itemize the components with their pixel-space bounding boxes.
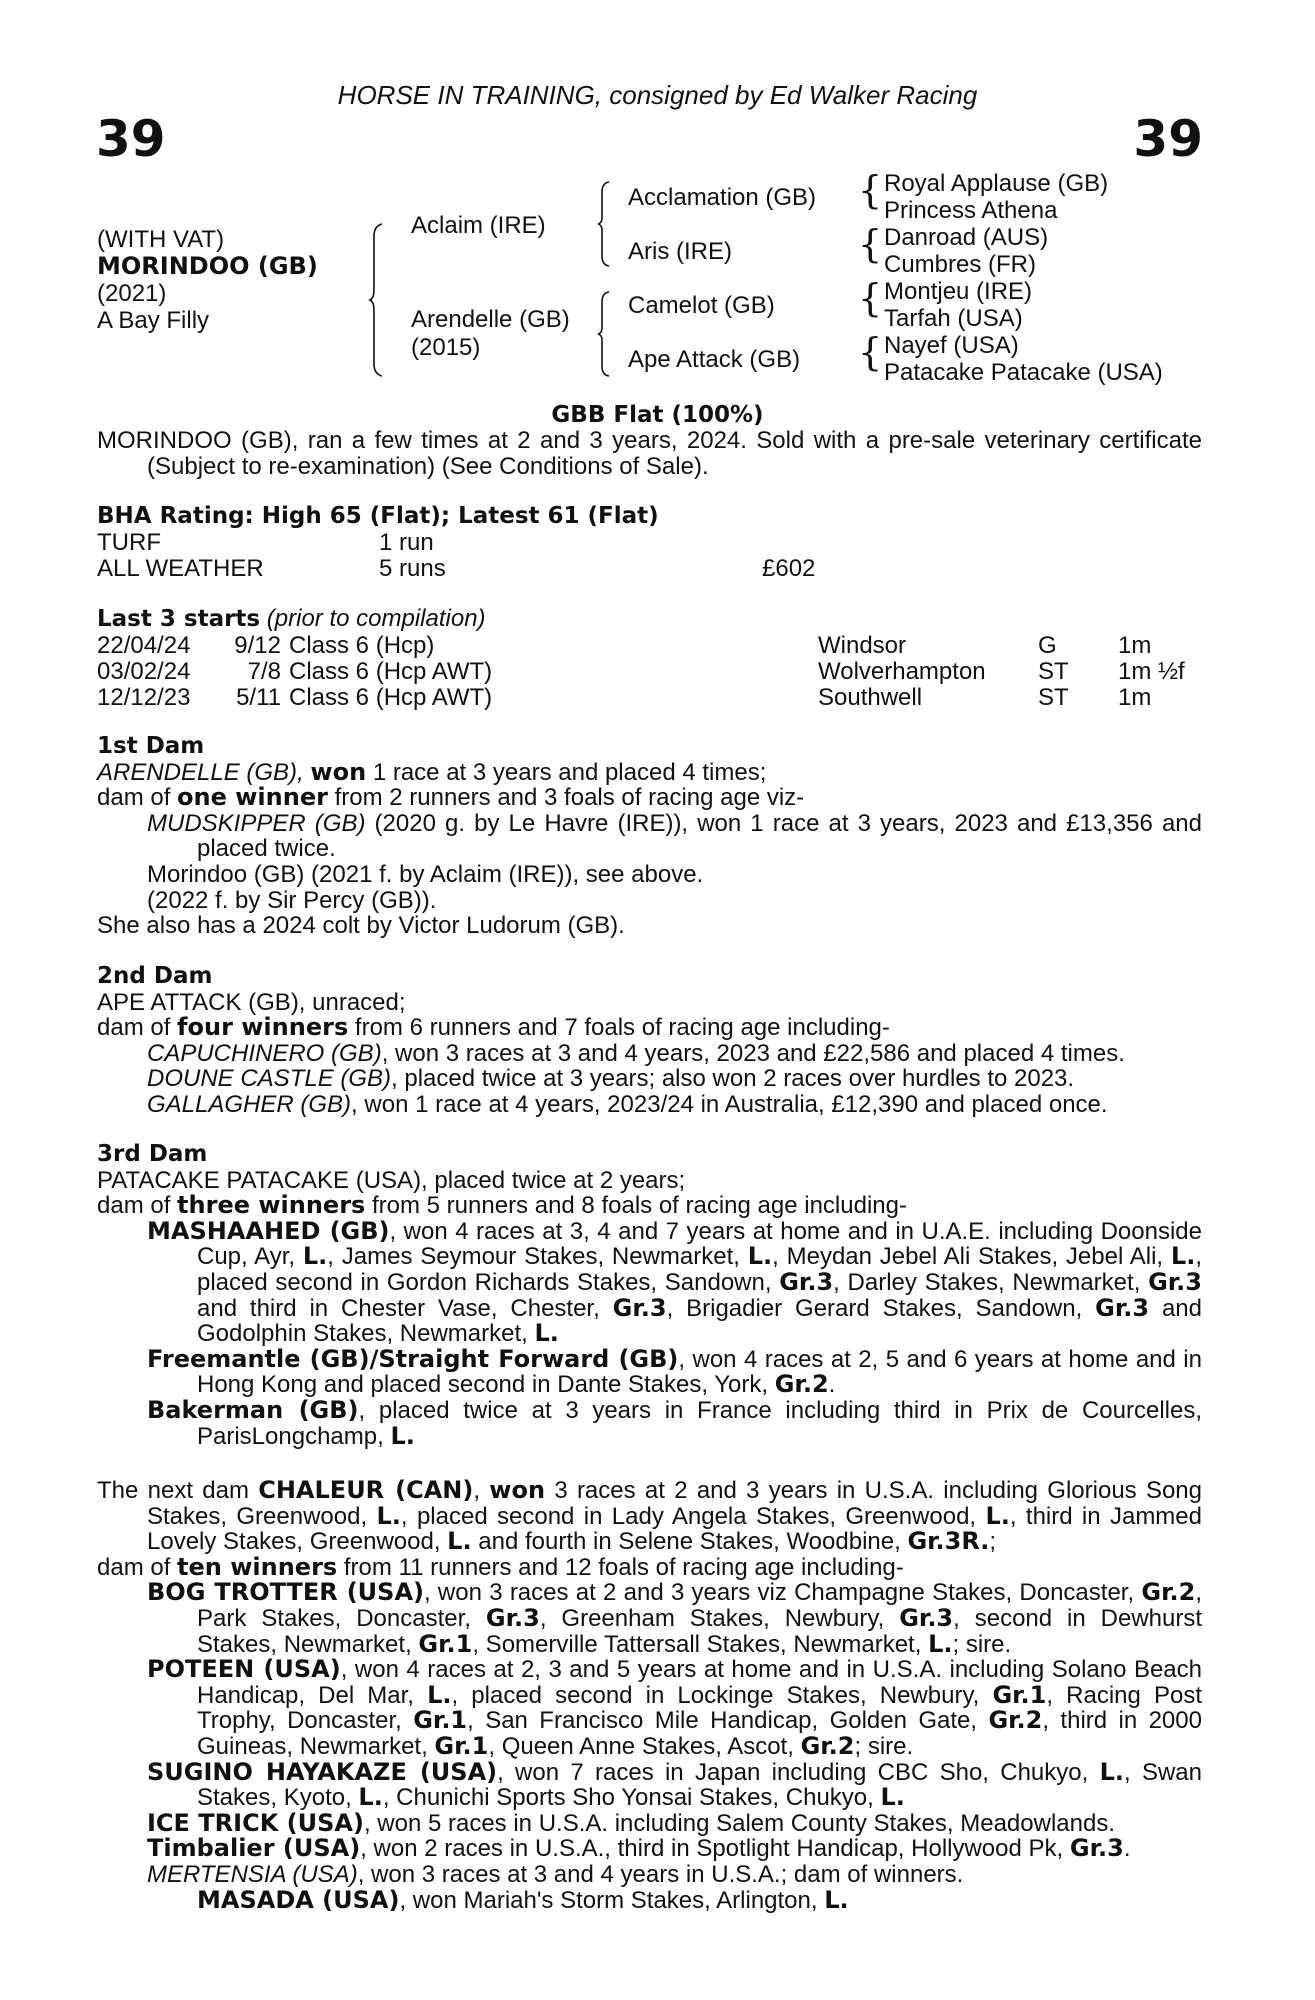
text: , San Francisco Mile Handicap, Golden Gate, (467, 1707, 989, 1735)
horse-identity (97, 226, 318, 334)
bha-runs: 5 runs (379, 554, 446, 582)
produce-summary: from 5 runners and 8 foals of racing age including- (365, 1192, 907, 1220)
text: , Chunichi Sports Sho Yonsai Stakes, Chukyo, (382, 1784, 881, 1812)
start-class: Class 6 (Hcp AWT) (289, 683, 493, 711)
produce-record: , won 1 race at 4 years, 2023/24 in Australia, £12,390 and placed once. (351, 1090, 1108, 1118)
brace-4: { (858, 330, 883, 374)
grade: Gr.3 (1095, 1293, 1150, 1322)
next-dam-line (97, 1478, 1202, 1555)
grade: L. (928, 1629, 953, 1658)
text: , Somerville Tattersall Stakes, Newmarket, (472, 1630, 929, 1658)
dam-of: dam of (97, 784, 178, 812)
text: , placed second in Gordon Richards Stakes, Sandown, (197, 1243, 1202, 1296)
produce-name: ICE TRICK (USA) (147, 1808, 364, 1837)
produce-entry-mertensia (97, 1862, 1202, 1888)
produce-entry-ice-trick (97, 1808, 1202, 1837)
ggp-3: Danroad (AUS) (884, 224, 1049, 251)
grade: L. (376, 1501, 401, 1530)
ggp-4: Cumbres (FR) (884, 251, 1037, 278)
grade: Gr.3 (779, 1267, 834, 1296)
catalogue-header: HORSE IN TRAINING, consigned by Ed Walker Racing (337, 80, 978, 110)
grade: Gr.1 (992, 1680, 1047, 1709)
grade: Gr.3 (1148, 1267, 1202, 1296)
text: , won 2 races in U.S.A., third in Spotlight Handicap, Hollywood Pk, (360, 1835, 1070, 1863)
great-grandparents (884, 170, 1163, 386)
horse-description: A Bay Filly (97, 307, 210, 334)
grade: L. (447, 1527, 472, 1556)
text: , won 3 races at 3 and 4 years in U.S.A.; dam of winners. (357, 1860, 964, 1888)
first-dam-title: 1st Dam (97, 733, 205, 759)
grandsire-1: Acclamation (GB) (628, 184, 817, 211)
horse-name: MORINDOO (GB) (97, 252, 318, 280)
text: , won 5 races in U.S.A. including Salem County Stakes, Meadowlands. (363, 1809, 1115, 1837)
race-record: 1 race at 3 years and placed 4 times; (366, 758, 767, 786)
first-dam-section (97, 734, 1202, 939)
produce-entry: (2022 f. by Sir Percy (GB)). (147, 886, 437, 914)
dam-name: ARENDELLE (GB) (97, 758, 298, 786)
text: 3 races at 2 and 3 years in U.S.A. including Glorious Song Stakes, Greenwood, (147, 1477, 1202, 1530)
produce-record: , won 3 races at 3 and 4 years, 2023 and £22,586 and placed 4 times. (381, 1039, 1125, 1067)
grade: L. (1099, 1757, 1124, 1786)
third-dam-section (97, 1142, 1202, 1449)
text: , Meydan Jebel Ali Stakes, Jebel Ali, (772, 1243, 1171, 1271)
winners-count: four winners (177, 1013, 349, 1042)
start-row (97, 685, 1202, 711)
bha-row-aw (97, 556, 1202, 582)
bha-row-turf (97, 530, 1202, 556)
text: , won Mariah's Storm Stakes, Arlington, (399, 1886, 825, 1914)
produce-summary: from 2 runners and 3 foals of racing age viz- (327, 784, 805, 812)
grade: Gr.2 (774, 1370, 829, 1399)
pedigree-bracket-sire (598, 180, 616, 268)
text: , placed second in Lady Angela Stakes, Greenwood, (400, 1502, 986, 1530)
third-dam-line: PATACAKE PATACAKE (USA), placed twice at 2 years; (97, 1166, 686, 1194)
last-starts-heading (97, 606, 1202, 633)
bha-prize: £602 (762, 554, 816, 582)
first-dam-line (97, 757, 1202, 786)
text: , Darley Stakes, Newmarket, (833, 1268, 1149, 1296)
text: ; (989, 1528, 997, 1556)
lot-number-right: 39 (1133, 110, 1203, 168)
start-row (97, 659, 1202, 685)
ggp-1: Royal Applause (GB) (884, 170, 1109, 197)
ggp-8: Patacake Patacake (USA) (884, 359, 1163, 386)
ggp-7: Nayef (USA) (884, 332, 1019, 359)
text: , placed second in Lockinge Stakes, Newbury, (451, 1681, 993, 1709)
last-starts-title: Last 3 starts (97, 606, 261, 632)
dam-year: (2015) (411, 334, 481, 361)
grade: Gr.3 (899, 1603, 954, 1632)
text: . (828, 1371, 836, 1399)
grade: Gr.3 (485, 1603, 540, 1632)
bha-runs: 1 run (379, 528, 434, 556)
grade: Gr.1 (413, 1706, 468, 1735)
won-label: won (310, 757, 367, 786)
text: , second in Dewhurst Stakes, Newmarket, (197, 1604, 1203, 1658)
text: , won 4 races at 2, 3 and 5 years at home and in U.S.A. including Solano Beach Handicap, Del Mar, (197, 1656, 1202, 1709)
grade: Gr.3R. (907, 1527, 990, 1556)
start-going: ST (1038, 683, 1069, 711)
won-label: won (489, 1476, 546, 1504)
grade: L. (302, 1242, 328, 1271)
produce-name: MERTENSIA (USA) (147, 1860, 358, 1888)
grandsire-4: Ape Attack (GB) (628, 346, 801, 373)
produce-entry-mashaahed (97, 1216, 1202, 1348)
grade: Gr.2 (988, 1706, 1043, 1735)
start-distance: 1m ½f (1118, 657, 1185, 685)
bha-section (97, 504, 1202, 582)
dam-of: dam of (97, 1014, 178, 1042)
second-dam-title: 2nd Dam (97, 963, 213, 989)
text: , Park Stakes, Doncaster, (197, 1579, 1202, 1632)
produce-name: Bakerman (GB) (147, 1395, 359, 1424)
grade: L. (880, 1783, 905, 1812)
start-position: 7/8 (247, 657, 281, 685)
brace-2: { (858, 222, 883, 266)
vat-label: (WITH VAT) (97, 226, 225, 253)
start-date: 22/04/24 (97, 631, 191, 659)
text: , won 3 races at 2 and 3 years viz Champagne Stakes, Doncaster, (424, 1579, 1142, 1607)
text: , placed twice at 3 years in France including third in Prix de Courcelles, ParisLongchamp, (197, 1396, 1203, 1450)
second-dam-section (97, 964, 1202, 1118)
produce-summary: from 11 runners and 12 foals of racing age including- (337, 1553, 904, 1581)
produce-name: GALLAGHER (GB) (147, 1090, 352, 1118)
produce-entry (97, 1041, 1202, 1067)
grade: L. (358, 1783, 383, 1812)
winners-count: three winners (177, 1191, 366, 1220)
produce-entry-poteen (97, 1657, 1202, 1759)
text: and fourth in Selene Stakes, Woodbine, (471, 1528, 908, 1556)
first-dam-produce-line (97, 785, 1202, 811)
bha-surface: ALL WEATHER (97, 554, 264, 582)
text: , Swan Stakes, Kyoto, (197, 1758, 1202, 1812)
sire-name: Aclaim (IRE) (411, 212, 546, 239)
grade: Gr.2 (1141, 1578, 1196, 1607)
text: , won 4 races at 2, 5 and 6 years at home and in Hong Kong and placed second in Dante Stakes, York, (197, 1345, 1202, 1399)
dam-name: CHALEUR (CAN) (258, 1476, 474, 1504)
ggp-6: Tarfah (USA) (884, 305, 1023, 332)
last-starts-section (97, 606, 1202, 711)
text: , Racing Post Trophy, Doncaster, (197, 1681, 1202, 1735)
separator: , (473, 1477, 490, 1504)
bha-title: BHA Rating: High 65 (Flat); Latest 61 (Flat) (97, 503, 659, 529)
produce-entry-sugino (97, 1757, 1202, 1812)
produce-name: MASADA (USA) (197, 1885, 400, 1914)
dam-name: Arendelle (GB) (411, 306, 570, 333)
grade: L. (390, 1421, 415, 1450)
text: , Brigadier Gerard Stakes, Sandown, (666, 1294, 1096, 1322)
winners-count: ten winners (177, 1552, 338, 1581)
text: and Godolphin Stakes, Newmarket, (197, 1294, 1202, 1348)
produce-record: , placed twice at 3 years; also won 2 races over hurdles to 2023. (391, 1065, 1075, 1093)
winners-count: one winner (177, 783, 328, 812)
separator: , (297, 758, 311, 786)
grade: L. (824, 1885, 849, 1914)
produce-summary: from 6 runners and 7 foals of racing age including- (348, 1014, 890, 1042)
grade: Gr.3 (1069, 1834, 1124, 1863)
produce-entry-bog-trotter (97, 1580, 1202, 1657)
grade: L. (1170, 1242, 1196, 1271)
next-dam-produce-line (97, 1552, 1202, 1581)
produce-name: BOG TROTTER (USA) (147, 1578, 424, 1607)
text: The next dam (97, 1477, 259, 1504)
produce-name: Timbalier (USA) (147, 1834, 361, 1863)
start-course: Windsor (818, 631, 907, 659)
ggp-2: Princess Athena (884, 197, 1058, 224)
start-class: Class 6 (Hcp) (289, 631, 435, 659)
second-dam-line: APE ATTACK (GB), unraced; (97, 988, 406, 1016)
start-position: 9/12 (234, 631, 281, 659)
start-position: 5/11 (236, 683, 281, 711)
produce-name: MASHAAHED (GB) (147, 1216, 390, 1245)
produce-name: CAPUCHINERO (GB) (147, 1039, 382, 1067)
grade: Gr.1 (418, 1629, 473, 1658)
produce-name: MUDSKIPPER (GB) (147, 809, 366, 837)
produce-name: POTEEN (USA) (147, 1655, 341, 1684)
text: , won 4 races at 3, 4 and 7 years at home and in U.A.E. including Doonside Cup, Ayr, (197, 1217, 1202, 1271)
first-dam-closing: She also has a 2024 colt by Victor Ludorum (GB). (97, 912, 625, 940)
grandsire-2: Aris (IRE) (628, 238, 732, 265)
text: , third in Jammed Lovely Stakes, Greenwood, (147, 1502, 1202, 1556)
text: ; sire. (854, 1732, 914, 1760)
third-dam-produce-line (97, 1193, 1202, 1219)
produce-entry-bakerman (97, 1395, 1203, 1450)
produce-name: Freemantle (GB)/Straight Forward (GB) (147, 1344, 679, 1373)
dam-of: dam of (97, 1192, 178, 1220)
start-course: Wolverhampton (818, 657, 986, 685)
grade: L. (747, 1242, 773, 1271)
text: , James Seymour Stakes, Newmarket, (327, 1243, 748, 1271)
last-starts-note: (prior to compilation) (266, 605, 486, 632)
grade: Gr.3 (612, 1293, 667, 1322)
dam-of: dam of (97, 1553, 178, 1581)
start-going: ST (1038, 657, 1069, 685)
grandsire-3: Camelot (GB) (628, 292, 775, 319)
text: , third in 2000 Guineas, Newmarket, (197, 1707, 1202, 1760)
produce-entry (97, 811, 1202, 862)
produce-name: DOUNE CASTLE (GB) (147, 1065, 392, 1093)
horse-year: (2021) (97, 280, 167, 307)
produce-entry: Morindoo (GB) (2021 f. by Aclaim (IRE)), see above. (147, 860, 704, 888)
produce-entry-timbalier (97, 1836, 1202, 1862)
intro-text: MORINDOO (GB), ran a few times at 2 and 3 years, 2024. Sold with a pre-sale veterinary certificate (Subject to re-examination) (See Conditions of Sale). (97, 427, 1202, 480)
brace-1: { (858, 168, 883, 212)
second-dam-produce-line (97, 1015, 1202, 1041)
third-dam-title: 3rd Dam (97, 1141, 208, 1167)
grade: L. (985, 1501, 1010, 1530)
text: , won 7 races in Japan including CBC Sho, Chukyo, (497, 1758, 1100, 1786)
start-distance: 1m (1118, 631, 1152, 659)
start-distance: 1m (1118, 683, 1152, 711)
start-going: G (1038, 631, 1057, 659)
text: , Queen Anne Stakes, Ascot, (488, 1732, 801, 1760)
produce-name: SUGINO HAYAKAZE (USA) (147, 1757, 498, 1786)
grade: Gr.1 (434, 1731, 489, 1760)
gbb-rating: GBB Flat (100%) (551, 402, 764, 428)
start-class: Class 6 (Hcp AWT) (289, 657, 493, 685)
grade: Gr.2 (800, 1731, 855, 1760)
lot-number-left: 39 (96, 110, 166, 168)
intro-paragraph (97, 428, 1202, 479)
pedigree-bracket-dam (598, 290, 616, 378)
produce-entry (97, 1066, 1202, 1092)
start-course: Southwell (818, 683, 923, 711)
text: and third in Chester Vase, Chester, (197, 1294, 613, 1322)
produce-record: (2020 g. by Le Havre (IRE)), won 1 race at 3 years, 2023 and £13,356 and placed twice. (197, 809, 1203, 863)
ggp-5: Montjeu (IRE) (884, 278, 1033, 305)
grade: L. (427, 1680, 452, 1709)
produce-entry-freemantle (97, 1344, 1202, 1399)
text: ; sire. (952, 1630, 1012, 1658)
start-row (97, 633, 1202, 659)
start-date: 12/12/23 (97, 683, 191, 711)
next-dam-section (97, 1478, 1202, 1913)
bha-surface: TURF (97, 528, 161, 556)
grade: L. (534, 1319, 559, 1348)
text: , Greenham Stakes, Newbury, (539, 1604, 900, 1632)
text: . (1123, 1835, 1131, 1863)
start-date: 03/02/24 (97, 657, 191, 685)
pedigree-bracket-main (370, 222, 390, 378)
produce-entry (97, 1092, 1202, 1118)
produce-entry-masada (97, 1885, 1202, 1914)
brace-3: { (858, 276, 883, 320)
